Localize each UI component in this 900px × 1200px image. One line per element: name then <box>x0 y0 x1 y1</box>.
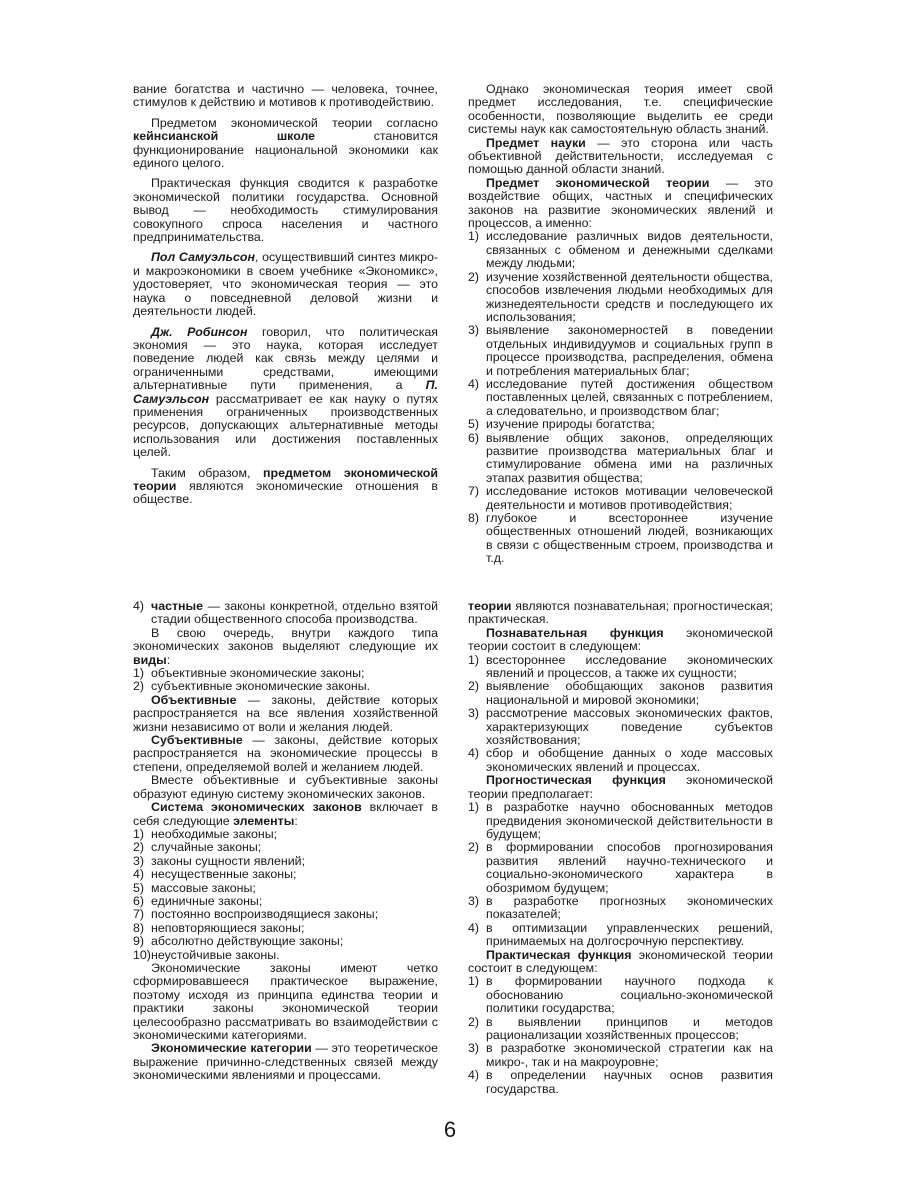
paragraph: Система экономических законов включает в себя следующие элементы: <box>133 800 438 828</box>
paragraph: Предметом экономической теории согласно кейнсианской школе становится функционирование национальной экономики как единого целого. <box>133 115 439 171</box>
list-item: 4) в оптимизации управленческих решений, принимаемых на долгосрочную перспективу. <box>468 920 773 949</box>
list-item: 2) изучение хозяйственной деятельности общества, способов извлечения людьми необходимых для жизнедеятельности средств и последующего их использования; <box>468 269 773 324</box>
list-item: 8) неповторяющиеся законы; <box>133 920 305 935</box>
list-item: 9) абсолютно действующие законы; <box>133 934 344 949</box>
cognitive-function-list <box>468 654 773 775</box>
list-item: 1) необходимые законы; <box>133 826 278 841</box>
list-item: 7) постоянно воспроизводящиеся законы; <box>133 907 379 922</box>
list-item: 7) исследование истоков мотивации человеческой деятельности и мотивов противодействия; <box>468 484 773 512</box>
list-item: 4) исследование путей достижения обществом поставленных целей, связанных с потреблением, а следовательно, и производством благ; <box>468 376 773 418</box>
list-item: 8) глубокое и всестороннее изучение общественных отношений людей, возникающих в связи с общественным строем, производства и т.д. <box>468 511 773 566</box>
law-kinds-list <box>133 667 438 694</box>
paragraph: Пол Самуэльсон, осуществивший синтез микро- и макроэкономики в своем учебнике «Экономикс», удостоверяет, что экономическая теория — это наука о повседневной деловой жизни и деятельности людей. <box>133 250 438 319</box>
top-right-column <box>468 83 773 566</box>
list-item: 3) рассмотрение массовых экономических фактов, характеризующих поведение субъектов хозяйствования; <box>468 706 773 748</box>
list-item: 3) в разработке прогнозных экономических показателей; <box>468 893 773 922</box>
top-left-column <box>133 83 438 514</box>
list-item: 5) массовые законы; <box>133 880 256 895</box>
paragraph: Однако экономическая теория имеет свой предмет исследования, т.е. специфические особенности, позволяющие выделить ее среди системы наук как самостоятельную область знаний. <box>468 82 773 137</box>
paragraph: Практическая функция экономической теории состоит в следующем: <box>468 947 773 975</box>
list-item: 4) сбор и обобщение данных о ходе массовых экономических явлений и процессах. <box>468 746 773 774</box>
paragraph: Объективные — законы, действие которых распространяется на все явления хозяйственной жизни независимо от воли и желания людей. <box>133 692 438 734</box>
practical-function-list <box>468 975 773 1096</box>
paragraph: Практическая функция сводится к разработке экономической политики государства. Основной вывод — необходимость стимулирования совокупного спроса населения и частного предпринимательства. <box>133 176 438 245</box>
list-item: 4) в определении научных основ развития государства. <box>468 1068 773 1096</box>
list-item: 3) законы сущности явлений; <box>133 853 306 868</box>
list-item: 4) частные — законы конкретной, отдельно взятой стадии общественного способа производства. <box>133 599 438 627</box>
paragraph: В свою очередь, внутри каждого типа экономических законов выделяют следующие их виды: <box>133 625 438 667</box>
list-item: 2) в формировании способов прогнозирования развития явлений научно-технического и социально-экономического характера в обозримом будущем; <box>468 840 773 895</box>
bottom-right-column <box>468 600 773 1096</box>
paragraph: Таким образом, предметом экономической теории являются экономические отношения в обществе. <box>133 465 438 507</box>
paragraph: вание богатства и частично — человека, точнее, стимулов к действию и мотивов к противодействию. <box>133 82 438 110</box>
list-item: 10) неустойчивые законы. <box>133 947 280 962</box>
list-item: 1) объективные экономические законы; <box>133 666 365 681</box>
list-item: 2) субъективные экономические законы. <box>133 679 371 694</box>
paragraph: Вместе объективные и субъективные законы образуют единую систему экономических законов. <box>133 773 438 801</box>
list-item: 4) несущественные законы; <box>133 867 297 882</box>
elements-list <box>133 828 438 962</box>
paragraph: Предмет науки — это сторона или часть объективной действительности, исследуемая с помощью данной области знаний. <box>468 135 773 177</box>
list-item: 2) выявление обобщающих законов развития национальной и мировой экономики; <box>468 679 773 707</box>
paragraph: Дж. Робинсон говорил, что политическая экономия — это наука, которая исследует поведение людей как связь между целями и ограниченными средствами, имеющими альтернативные пути применения, а П. Самуэльсон рассматривает ее как науку о путях применения ограниченных производственных ресурсов, допускающих альтернативные методы использования или достижения поставленных целей. <box>133 324 438 460</box>
paragraph: Предмет экономической теории — это воздействие общих, частных и специфических законов на развитие экономических явлений и процессов, а именно: <box>468 175 773 231</box>
paragraph: Экономические категории — это теоретическое выражение причинно-следственных связей между экономическими явлениями и процессами. <box>133 1041 438 1083</box>
paragraph: теории являются познавательная; прогностическая; практическая. <box>468 599 773 627</box>
law-types-list-continued <box>133 600 438 627</box>
paragraph: Субъективные — законы, действие которых распространяется на экономические процессы в степени, определяемой волей и желанием людей. <box>133 733 438 774</box>
list-item: 6) единичные законы; <box>133 893 263 908</box>
paragraph: Прогностическая функция экономической теории предполагает: <box>468 773 773 801</box>
page-number: 6 <box>443 1117 457 1142</box>
list-item: 1) в разработке научно обоснованных методов предвидения экономической действительности в будущем; <box>468 800 773 841</box>
subject-list <box>468 230 773 565</box>
list-item: 1) всестороннее исследование экономических явлений и процессов, а также их сущности; <box>468 652 773 681</box>
list-item: 2) случайные законы; <box>133 840 262 855</box>
list-item: 5) изучение природы богатства; <box>468 417 655 432</box>
list-item: 1) в формировании научного подхода к обоснованию социально-экономической политики государства; <box>468 974 773 1016</box>
paragraph: Экономические законы имеют четко сформировавшееся практическое выражение, поэтому исходя из принципа единства теории и практики законы экономической теории целесообразно рассматривать во взаимодействии с экономическими категориями. <box>133 960 438 1042</box>
list-item: 3) выявление закономерностей в поведении отдельных индивидуумов и социальных групп в процессе производства, распределения, обмена и потребления материальных благ; <box>468 323 773 378</box>
list-item: 6) выявление общих законов, определяющих развитие производства материальных благ и стимулирование обмена ими на различных этапах развития общества; <box>468 430 773 485</box>
prognostic-function-list <box>468 801 773 948</box>
paragraph: Познавательная функция экономической теории состоит в следующем: <box>468 625 773 654</box>
list-item: 1) исследование различных видов деятельности, связанных с обменом и денежными сделками между людьми; <box>468 229 773 271</box>
list-item: 3) в разработке экономической стратегии как на микро-, так и на макроуровне; <box>468 1041 773 1069</box>
bottom-left-column <box>133 600 438 1083</box>
list-item: 2) в выявлении принципов и методов рационализации хозяйственных процессов; <box>468 1014 773 1042</box>
